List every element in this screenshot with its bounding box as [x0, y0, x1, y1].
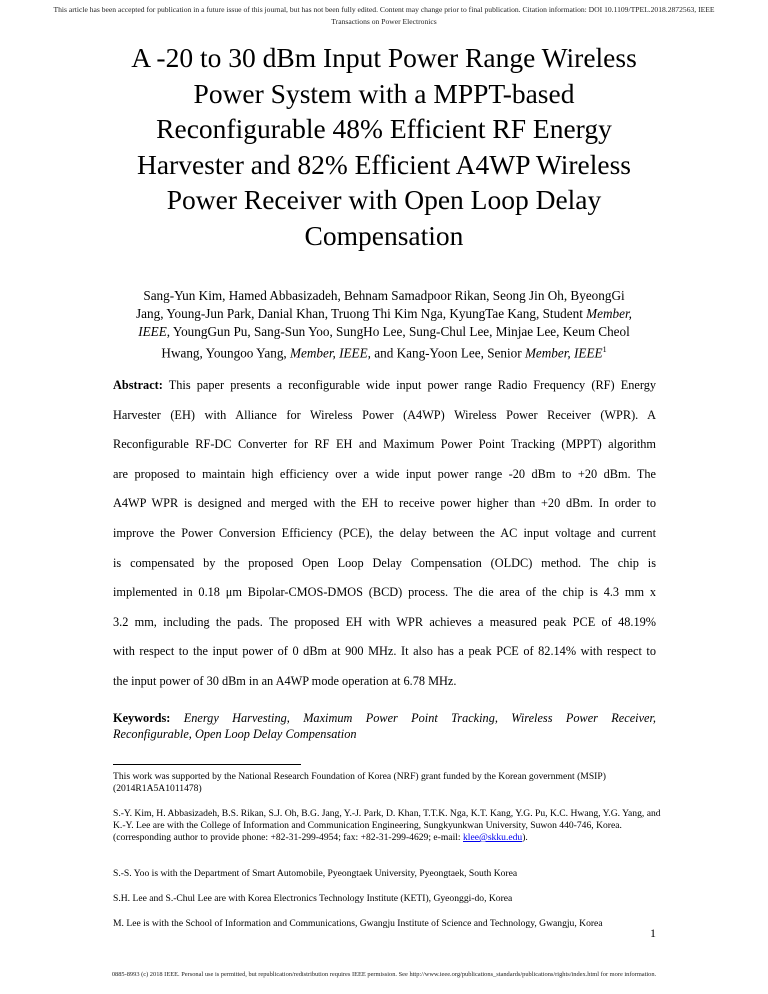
keywords-line: [113, 726, 656, 742]
abstract-line: are proposed to maintain high efficiency over a wide input power range -20 dBm to +20 dBm. The: [113, 466, 656, 481]
footnote-affiliation: [113, 808, 673, 844]
footnote-affiliation: S.-S. Yoo is with the Department of Smart Automobile, Pyeongtaek University, Pyeongtaek, South Korea: [113, 868, 518, 879]
keywords-text: Energy Harvesting, Maximum Power Point Tracking, Wireless Power Receiver,: [170, 711, 656, 725]
abstract-line: Harvester (EH) with Alliance for Wireless Power (A4WP) Wireless Power Receiver (WPR). A: [113, 407, 656, 422]
abstract-line: 3.2 mm, including the pads. The proposed EH with WPR achieves a measured peak PCE of 48.19%: [113, 614, 656, 629]
page-number: 1: [650, 926, 656, 940]
keywords-text: Reconfigurable, Open Loop Delay Compensation: [113, 727, 357, 741]
author-line: [100, 341, 668, 362]
author-line: Sang-Yun Kim, Hamed Abbasizadeh, Behnam Samadpoor Rikan, Seong Jin Oh, ByeongGi: [143, 288, 625, 303]
footnote-funding: This work was supported by the National Research Foundation of Korea (NRF) grant funded by the Korean government (MSIP) (2014R1A5A1011478): [113, 771, 606, 794]
abstract-line: the input power of 30 dBm in an A4WP mode operation at 6.78 MHz.: [113, 673, 457, 688]
author-text: Member, IEEE,: [290, 345, 371, 361]
title-line: Reconfigurable 48% Efficient RF Energy: [156, 113, 612, 144]
paper-title: [80, 40, 688, 253]
abstract-line: is compensated by the proposed Open Loop Delay Compensation (OLDC) method. The chip is: [113, 555, 656, 570]
footnote-text: S.-Y. Kim, H. Abbasizadeh, B.S. Rikan, S.J. Oh, B.G. Jang, Y.-J. Park, D. Khan, T.T.K. Nga, K.T. Kang, Y.G. Pu, K.C. Hwang, Y.G. Yang, and K.-Y. Lee are with the College of Information and Communication Engineering, Sungkyunkwan University, Suwon 440-746, Korea. (corresponding author to provide phone: +82-31-299-4954; fax: +82-31-299-4629; e-mail:: [113, 808, 661, 843]
author-text: Member,: [586, 306, 632, 321]
abstract-line: A4WP WPR is designed and merged with the EH to receive power higher than +20 dBm. In order to: [113, 496, 656, 511]
abstract-line: Reconfigurable RF-DC Converter for RF EH and Maximum Power Point Tracking (MPPT) algorithm: [113, 437, 656, 452]
email-link[interactable]: klee@skku.edu: [463, 832, 523, 843]
abstract: [113, 371, 656, 697]
author-text: , YoungGun Pu, Sang-Sun Yoo, SungHo Lee, Sung-Chul Lee, Minjae Lee, Keum Cheol: [166, 324, 630, 339]
author-text: and Kang-Yoon Lee, Senior: [370, 345, 525, 361]
author-list: [100, 287, 668, 362]
footnote-divider: [113, 764, 301, 765]
journal-header: [0, 4, 768, 28]
footnote-marker: 1: [602, 345, 607, 354]
author-line: [100, 323, 668, 341]
title-line: Power System with a MPPT-based: [193, 77, 575, 109]
footnote-text: ).: [522, 832, 528, 843]
footnote-affiliation: S.H. Lee and S.-Chul Lee are with Korea Electronics Technology Institute (KETI), Gyeonggi-do, Korea: [113, 893, 513, 904]
copyright-footer: 0885-8993 (c) 2018 IEEE. Personal use is permitted, but republication/redistribution requires IEEE permission. See http://www.ieee.org/publications_standards/publications/rights/index.html for more information.: [111, 971, 657, 978]
title-line: Compensation: [304, 219, 464, 251]
abstract-line: implemented in 0.18 μm Bipolar-CMOS-DMOS (BCD) process. The die area of the chip is 4.3 mm x: [113, 585, 656, 600]
abstract-line: with respect to the input power of 0 dBm at 900 MHz. It also has a peak PCE of 82.14% with respect to: [113, 644, 656, 659]
footnote-affiliation: M. Lee is with the School of Information and Communications, Gwangju Institute of Science and Technology, Gwangju, Korea: [113, 918, 603, 929]
keywords: [113, 710, 656, 742]
title-line: Power Receiver with Open Loop Delay: [166, 184, 602, 215]
author-text: Jang, Young-Jun Park, Danial Khan, Truong Thi Kim Nga, KyungTae Kang, Student: [136, 306, 587, 321]
title-line: A -20 to 30 dBm Input Power Range Wireless: [131, 42, 637, 73]
keywords-label: Keywords:: [113, 711, 171, 725]
author-line: [100, 305, 668, 323]
abstract-label: Abstract:: [113, 378, 163, 392]
abstract-line: improve the Power Conversion Efficiency (PCE), the delay between the AC input voltage and current: [113, 525, 656, 540]
author-text: Member, IEEE: [524, 345, 603, 361]
header-line-2: Transactions on Power Electronics: [331, 17, 437, 26]
header-line-1: This article has been accepted for publication in a future issue of this journal, but has not been fully edited. Content may change prior to final publication. Citation information: DOI 10.1109/TPEL.2018.2872563, IEEE: [53, 5, 715, 14]
author-text: IEEE: [138, 324, 167, 339]
author-text: Hwang, Youngoo Yang,: [161, 345, 291, 361]
title-line: Harvester and 82% Efficient A4WP Wireless: [136, 148, 631, 180]
keywords-line: [113, 710, 656, 726]
abstract-text: This paper presents a reconfigurable wide input power range Radio Frequency (RF) Energy: [162, 378, 656, 392]
abstract-line: [113, 371, 656, 401]
